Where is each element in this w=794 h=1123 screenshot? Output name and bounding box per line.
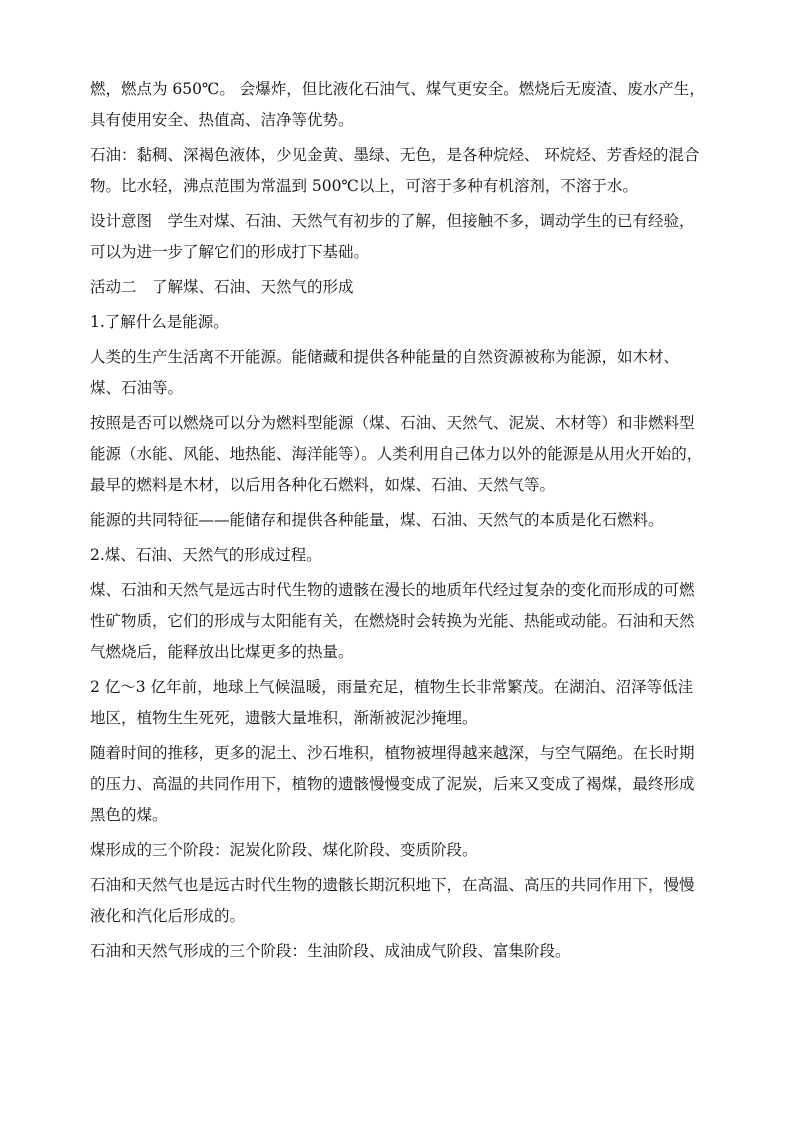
paragraph: 随着时间的推移，更多的泥土、沙石堆积，植物被埋得越来越深，与空气隔绝。在长时期的压力、高温的共同作用下，植物的遗骸慢慢变成了泥炭，后来又变成了褐煤，最终形成黑色的煤。 (90, 744, 695, 824)
paragraph: 石油：黏稠、深褐色液体，少见金黄、墨绿、无色，是各种烷烃、 环烷烃、芳香烃的混合物。比水轻，沸点范围为常温到 500℃以上，可溶于多种有机溶剂，不溶于水。 (90, 146, 700, 195)
paragraph: 2 亿～3 亿年前，地球上气候温暖，雨量充足，植物生长非常繁茂。在湖泊、沼泽等低洼地区，植物生生死死，遗骸大量堆积，渐渐被泥沙掩埋。 (90, 678, 694, 727)
paragraph: 石油和天然气形成的三个阶段：生油阶段、成油成气阶段、富集阶段。 (90, 942, 571, 960)
document-body (90, 74, 707, 971)
paragraph: 煤、石油和天然气是远古时代生物的遗骸在漫长的地质年代经过复杂的变化而形成的可燃性矿物质，它们的形成与太阳能有关，在燃烧时会转换为光能、热能或动能。石油和天然气燃烧后，能释放出比煤更多的热量。 (90, 581, 695, 661)
section-heading: 活动二 了解煤、石油、天然气的形成 (90, 278, 354, 296)
paragraph: 设计意图 学生对煤、石油、天然气有初步的了解，但接触不多，调动学生的已有经验，可以为进一步了解它们的形成打下基础。 (90, 212, 695, 261)
subheading: 2.煤、石油、天然气的形成过程。 (90, 546, 322, 564)
paragraph: 人类的生产生活离不开能源。能储藏和提供各种能量的自然资源被称为能源，如木材、煤、石油等。 (90, 348, 680, 397)
subheading: 1.了解什么是能源。 (90, 313, 229, 331)
paragraph: 能源的共同特征——能储存和提供各种能量，煤、石油、天然气的本质是化石燃料。 (90, 511, 664, 529)
paragraph: 燃，燃点为 650℃。 会爆炸，但比液化石油气、煤气更安全。燃烧后无废渣、废水产生，具有使用安全、热值高、洁净等优势。 (90, 80, 705, 129)
paragraph: 煤形成的三个阶段：泥炭化阶段、煤化阶段、变质阶段。 (90, 841, 478, 859)
paragraph: 石油和天然气也是远古时代生物的遗骸长期沉积地下，在高温、高压的共同作用下，慢慢液化和汽化后形成的。 (90, 876, 695, 925)
paragraph: 按照是否可以燃烧可以分为燃料型能源（煤、石油、天然气、泥炭、木材等）和非燃料型能源（水能、风能、地热能、海洋能等）。人类利用自己体力以外的能源是从用火开始的，最早的燃料是木材，以后用各种化石燃料，如煤、石油、天然气等。 (90, 414, 703, 494)
